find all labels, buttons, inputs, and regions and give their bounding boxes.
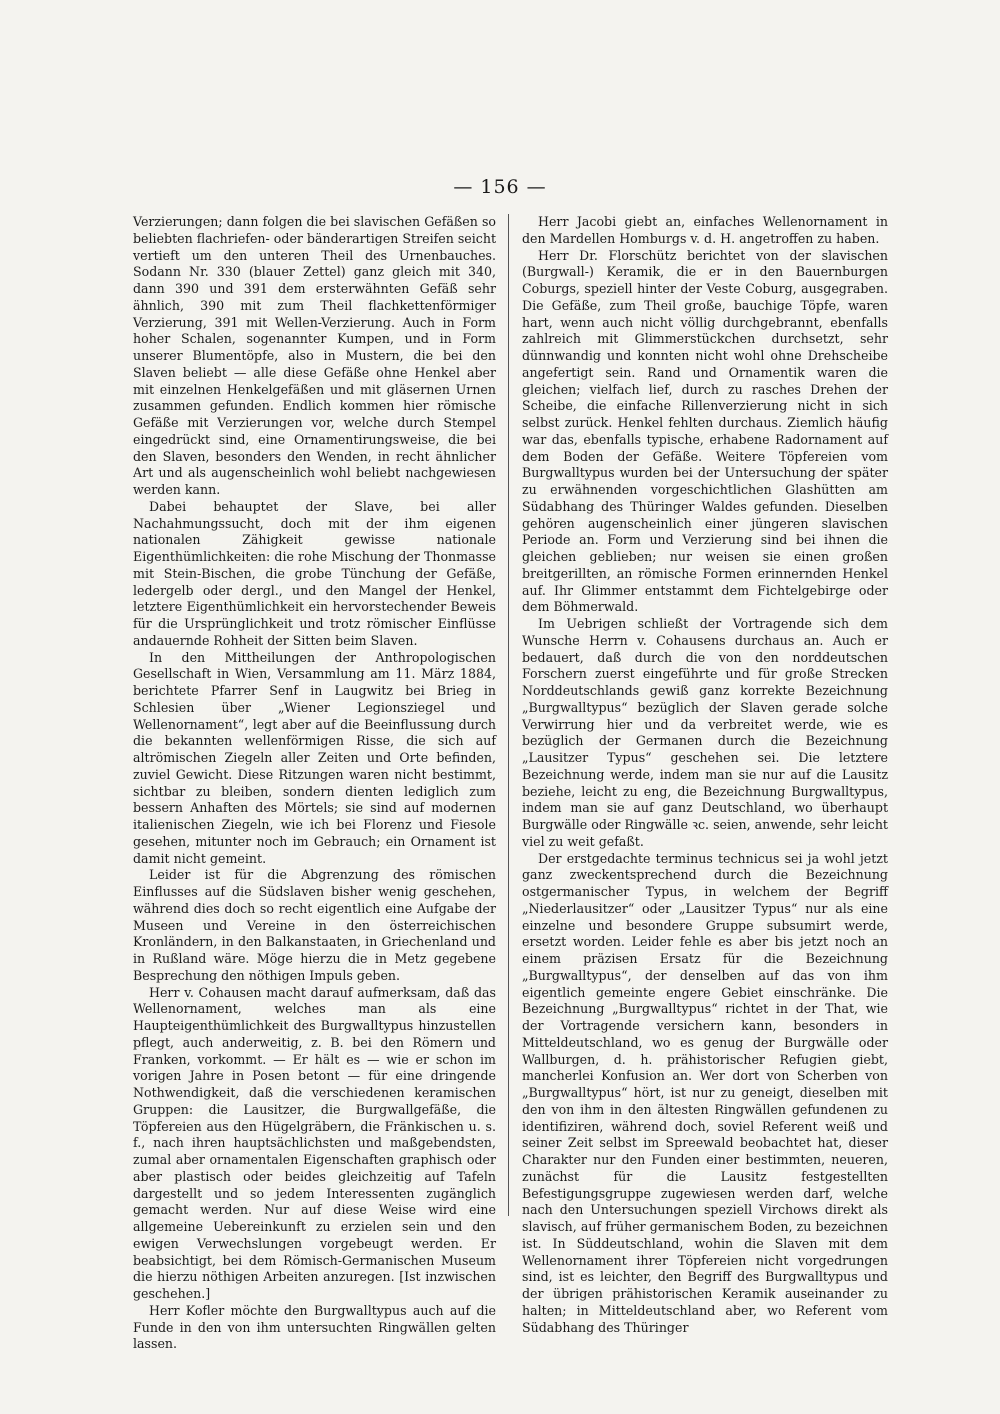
paragraph: Im Uebrigen schließt der Vortragende sich dem Wunsche Herrn v. Cohausens durchaus an. Auch er bedauert, daß durch die von den norddeutschen Forschern zuerst eingeführte und für große Strecken Norddeutschlands gewiß ganz korrekte Bezeichnung „Burgwalltypus“ bezüglich der Slaven gerade solche Verwirrung hier und da verbreitet werde, wie es bezüglich der Germanen durch die Bezeichnung „Lausitzer Typus“ geschehen sei. Die letztere Bezeichnung werde, indem man sie nur auf die Lausitz beziehe, leicht zu eng, die Bezeichnung Burgwalltypus, indem man sie auf ganz Deutschland, wo überhaupt Burgwälle oder Ringwälle ꝛc. seien, anwende, sehr leicht viel zu weit gefaßt.	[522, 616, 888, 849]
paragraph: Herr v. Cohausen macht darauf aufmerksam, daß das Wellenornament, welches man als eine Haupteigenthümlichkeit des Burgwalltypus hinzustellen pflegt, auch anderweitig, z. B. bei den Römern und Franken, vorkommt. — Er hält es — wie er schon im vorigen Jahre in Posen betont — für eine dringende Nothwendigkeit, daß die verschiedenen keramischen Gruppen: die Lausitzer, die Burgwallgefäße, die Töpfereien aus den Hügelgräbern, die Fränkischen u. s. f., nach ihren hauptsächlichsten und maßgebendsten, zumal aber ornamentalen Eigenschaften graphisch oder aber plastisch oder beides gleichzeitig auf Tafeln dargestellt und so jedem Interessenten zugänglich gemacht werden. Nur auf diese Weise wird eine allgemeine Uebereinkunft zu erzielen sein und den ewigen Verwechslungen vorgebeugt werden. Er beabsichtigt, bei dem Römisch-Germanischen Museum die hierzu nöthigen Arbeiten anzuregen. [Ist inzwischen geschehen.]	[133, 984, 496, 1301]
left-column	[133, 214, 496, 1353]
paragraph: Der erstgedachte terminus technicus sei ja wohl jetzt ganz zweckentsprechend durch die Bezeichnung ostgermanischer Typus, in welchem der Begriff „Niederlausitzer“ oder „Lausitzer Typus“ nur als eine einzelne und besondere Gruppe subsumirt werde, ersetzt worden. Leider fehle es aber bis jetzt noch an einem präzisen Ersatz für die Bezeichnung „Burgwalltypus“, der denselben auf das von ihm eigentlich gemeinte engere Gebiet einschränke. Die Bezeichnung „Burgwalltypus“ richtet in der That, wie der Vortragende versichern kann, besonders in Mitteldeutschland, wo es genug der Burgwälle oder Wallburgen, d. h. prähistorischer Refugien giebt, mancherlei Konfusion an. Wer dort von Scherben von „Burgwalltypus“ hört, ist nur zu geneigt, dieselben mit den von ihm in den ältesten Ringwällen gefundenen zu identifiziren, während doch, soviel Referent weiß und seiner Zeit selbst im Spreewald beobachtet hat, dieser Charakter nur den Funden einer bestimmten, neueren, zunächst für die Lausitz festgestellten Befestigungsgruppe zugewiesen werden darf, welche nach den Untersuchungen speziell Virchows direkt als slavisch, auf früher germanischem Boden, zu bezeichnen ist. In Süddeutschland, wohin die Slaven mit dem Wellenornament ihrer Töpfereien nicht vorgedrungen sind, ist es leichter, den Begriff des Burgwalltypus und der übrigen prähistorischen Keramik auseinander zu halten; in Mitteldeutschland aber, wo Referent vom Südabhang des Thüringer	[522, 850, 888, 1335]
paragraph: Dabei behauptet der Slave, bei aller Nachahmungssucht, doch mit der ihm eigenen nationalen Zähigkeit gewisse nationale Eigenthümlichkeiten: die rohe Mischung der Thonmasse mit Stein-Bischen, die grobe Tünchung der Gefäße, ledergelb oder dergl., und den Mangel der Henkel, letztere Eigenthümlichkeit ein hervorstechender Beweis für die Ursprünglichkeit und trotz römischer Einflüsse andauernde Rohheit der Sitten beim Slaven.	[133, 498, 496, 648]
page-number: — 156 —	[453, 176, 547, 198]
paragraph: In den Mittheilungen der Anthropologischen Gesellschaft in Wien, Versammlung am 11. März 1884, berichtete Pfarrer Senf in Laugwitz bei Brieg in Schlesien über „Wiener Legionsziegel und Wellenornament“, legt aber auf die Beeinflussung durch die bekannten wellenförmigen Risse, die sich auf altrömischen Ziegeln aller Zeiten und Orte befinden, zuviel Gewicht. Diese Ritzungen waren nicht bestimmt, sichtbar zu bleiben, sondern dienten lediglich zum bessern Anhaften des Mörtels; sie sind auf modernen italienischen Ziegeln, wie ich bei Florenz und Fiesole gesehen, mitunter noch im Gebrauch; ein Ornament ist damit nicht gemeint.	[133, 649, 496, 866]
column-divider	[508, 214, 509, 1216]
paragraph: Herr Kofler möchte den Burgwalltypus auch auf die Funde in den von ihm untersuchten Ringwällen gelten lassen.	[133, 1302, 496, 1352]
right-column	[522, 214, 888, 1336]
paragraph: Herr Jacobi giebt an, einfaches Wellenornament in den Mardellen Homburgs v. d. H. angetroffen zu haben.	[522, 214, 888, 246]
paragraph: Leider ist für die Abgrenzung des römischen Einflusses auf die Südslaven bisher wenig geschehen, während dies doch so recht eigentlich eine Aufgabe der Museen und Vereine in den österreichischen Kronländern, in den Balkanstaaten, in Griechenland und in Rußland wäre. Möge hierzu die in Metz gegebene Besprechung den nöthigen Impuls geben.	[133, 867, 496, 983]
paragraph: Verzierungen; dann folgen die bei slavischen Gefäßen so beliebten flachriefen- oder bänderartigen Streifen seicht vertieft um den unteren Theil des Urnenbauches. Sodann Nr. 330 (blauer Zettel) ganz gleich mit 340, dann 390 und 391 dem ersterwähnten Gefäß sehr ähnlich, 390 mit zum Theil flachkettenförmiger Verzierung, 391 mit Wellen-Verzierung. Auch in Form hoher Schalen, sogenannter Kumpen, und in Form unserer Blumentöpfe, also in Mustern, die bei den Slaven beliebt — alle diese Gefäße ohne Henkel aber mit einzelnen Henkelgefäßen und mit gläsernen Urnen zusammen gefunden. Endlich kommen hier römische Gefäße mit Verzierungen vor, welche durch Stempel eingedrückt sind, eine Ornamentirungsweise, die bei den Slaven, besonders den Wenden, in recht ähnlicher Art und als augenscheinlich wohl beliebt nachgewiesen werden kann.	[133, 214, 496, 497]
paragraph: Herr Dr. Florschütz berichtet von der slavischen (Burgwall-) Keramik, die er in den Bauernburgen Coburgs, speziell hinter der Veste Coburg, ausgegraben. Die Gefäße, zum Theil große, bauchige Töpfe, waren hart, wenn auch nicht völlig durchgebrannt, ebenfalls zahlreich mit Glimmerstückchen durchsetzt, sehr dünnwandig und konnten nicht wohl ohne Drehscheibe angefertigt sein. Rand und Ornamentik waren die gleichen; vielfach lief, durch zu rasches Drehen der Scheibe, die einfache Rillenverzierung nicht in sich selbst zurück. Henkel fehlten durchaus. Ziemlich häufig war das, ebenfalls typische, erhabene Radornament auf dem Boden der Gefäße. Weitere Töpfereien vom Burgwalltypus wurden bei der Untersuchung der später zu erwähnenden vorgeschichtlichen Glashütten am Südabhang des Thüringer Waldes gefunden. Dieselben gehören augenscheinlich einer jüngeren slavischen Periode an. Form und Verzierung sind bei ihnen die gleichen geblieben; nur weisen sie einen großen breitgerillten, an römische Formen erinnernden Henkel auf. Ihr Glimmer entstammt dem Fichtelgebirge oder dem Böhmerwald.	[522, 247, 888, 615]
